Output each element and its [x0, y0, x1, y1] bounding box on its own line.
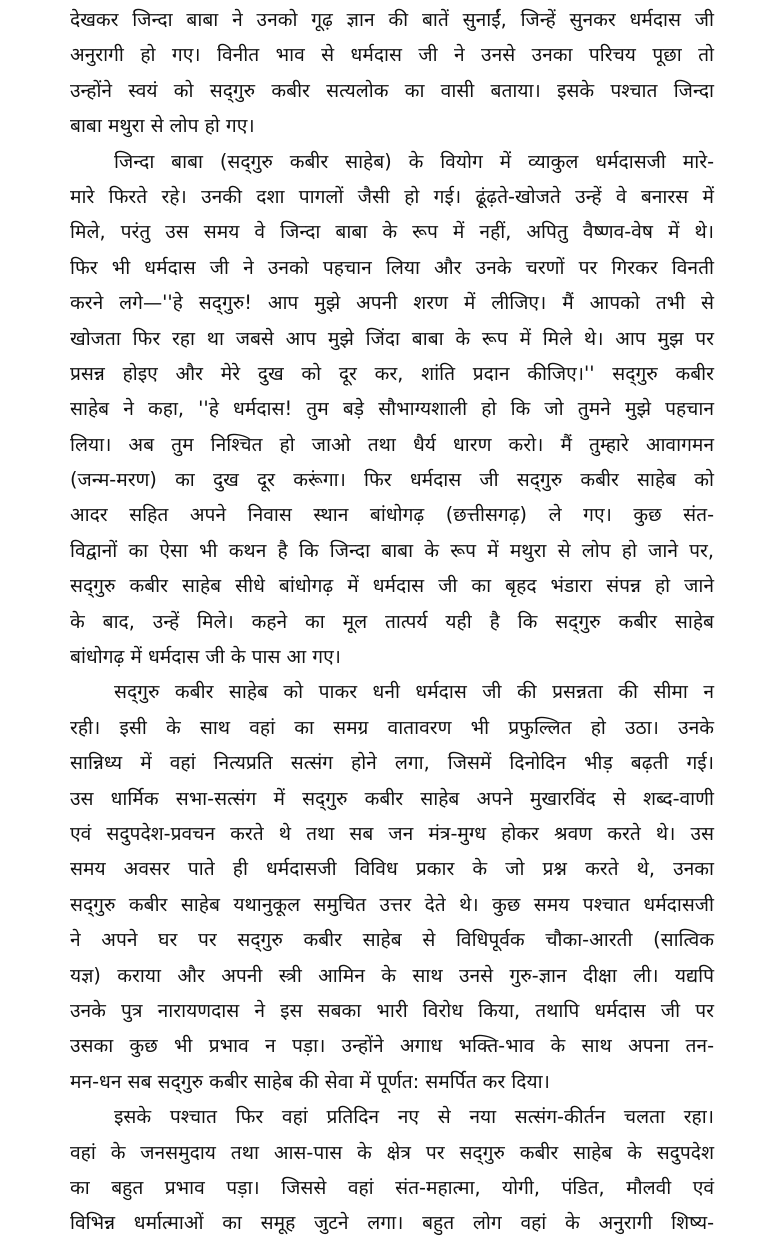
text-line: समय अवसर पाते ही धर्मदासजी विविध प्रकार के जो प्रश्न करते थे, उनका: [70, 857, 714, 881]
text-line: ने अपने घर पर सद्‌गुरु कबीर साहेब से विधिपूर्वक चौका-आरती (सात्विक: [70, 928, 714, 952]
text-line: यज्ञ) कराया और अपनी स्त्री आमिन के साथ उनसे गुरु-ज्ञान दीक्षा ली। यद्यपि: [70, 963, 714, 987]
text-line: का बहुत प्रभाव पड़ा। जिससे वहां संत-महात्मा, योगी, पंडित, मौलवी एवं: [70, 1175, 714, 1199]
text-line: मन-धन सब सद्‌गुरु कबीर साहेब की सेवा में पूर्णत: समर्पित कर दिया।: [70, 1069, 550, 1093]
text-line: बाबा मथुरा से लोप हो गए।: [70, 114, 255, 138]
text-line: (जन्म-मरण) का दुख दूर करूंगा। फिर धर्मदास जी सद्‌गुरु कबीर साहेब को: [70, 468, 714, 492]
text-line: वहां के जनसमुदाय तथा आस-पास के क्षेत्र पर सद्‌गुरु कबीर साहेब के सदुपदेश: [70, 1140, 714, 1164]
text-line: करने लगे—''हे सद्‌गुरु! आप मुझे अपनी शरण में लीजिए। मैं आपको तभी से: [70, 291, 714, 315]
text-line: फिर भी धर्मदास जी ने उनको पहचान लिया और उनके चरणों पर गिरकर विनती: [70, 255, 714, 279]
text-line: देखकर जिन्दा बाबा ने उनको गूढ़ ज्ञान की बातें सुनाईं, जिन्हें सुनकर धर्मदास जी: [70, 8, 714, 31]
text-line: उनके पुत्र नारायणदास ने इस सबका भारी विरोध किया, तथापि धर्मदास जी पर: [70, 998, 714, 1022]
text-line: खोजता फिर रहा था जबसे आप मुझे जिंदा बाबा के रूप में मिले थे। आप मुझ पर: [70, 326, 714, 350]
text-line: सद्‌गुरु कबीर साहेब को पाकर धनी धर्मदास जी की प्रसन्नता की सीमा न: [114, 680, 714, 704]
text-line: लिया। अब तुम निश्चित हो जाओ तथा धैर्य धारण करो। मैं तुम्हारे आवागमन: [70, 432, 714, 456]
text-line: उन्होंने स्वयं को सद्‌गुरु कबीर सत्यलोक का वासी बताया। इसके पश्चात जिन्दा: [70, 78, 714, 102]
text-line: मारे फिरते रहे। उनकी दशा पागलों जैसी हो गई। ढूंढ़ते-खोजते उन्हें वे बनारस में: [70, 184, 714, 208]
paragraph-1: [70, 2, 714, 144]
text-line: उसका कुछ भी प्रभाव न पड़ा। उन्होंने अगाध भक्ति-भाव के साथ अपना तन-: [70, 1034, 714, 1058]
paragraph-2: [70, 144, 714, 675]
text-line: जिन्दा बाबा (सद्‌गुरु कबीर साहेब) के वियोग में व्याकुल धर्मदासजी मारे-: [114, 149, 714, 173]
text-line: एवं सदुपदेश-प्रवचन करते थे तथा सब जन मंत्र-मुग्ध होकर श्रवण करते थे। उस: [70, 821, 714, 845]
text-line: सान्निध्य में वहां नित्यप्रति सत्संग होने लगा, जिसमें दिनोदिन भीड़ बढ़ती गई।: [70, 751, 714, 775]
text-line: मिले, परंतु उस समय वे जिन्दा बाबा के रूप में नहीं, अपितु वैष्णव-वेष में थे।: [70, 220, 714, 244]
text-line: सद्‌गुरु कबीर साहेब सीधे बांधोगढ़ में धर्मदास जी का बृहद भंडारा संपन्न हो जाने: [70, 574, 714, 598]
text-line: रही। इसी के साथ वहां का समग्र वातावरण भी प्रफुल्लित हो उठा। उनके: [70, 715, 714, 739]
text-line: के बाद, उन्हें मिले। कहने का मूल तात्पर्य यही है कि सद्‌गुरु कबीर साहेब: [70, 609, 714, 633]
text-line: उस धार्मिक सभा-सत्संग में सद्‌गुरु कबीर साहेब अपने मुखारविंद से शब्द-वाणी: [70, 786, 714, 810]
text-line: इसके पश्चात फिर वहां प्रतिदिन नए से नया सत्संग-कीर्तन चलता रहा।: [114, 1105, 714, 1129]
text-line: विभिन्न धर्मात्माओं का समूह जुटने लगा। बहुत लोग वहां के अनुरागी शिष्य-: [70, 1211, 714, 1235]
paragraph-4: [70, 1099, 714, 1241]
text-line: अनुरागी हो गए। विनीत भाव से धर्मदास जी ने उनसे उनका परिचय पूछा तो: [70, 43, 714, 67]
text-line: सद्‌गुरु कबीर साहेब यथानुकूल समुचित उत्तर देते थे। कुछ समय पश्चात धर्मदासजी: [70, 892, 714, 916]
text-line: साहेब ने कहा, ''हे धर्मदास! तुम बड़े सौभाग्यशाली हो कि जो तुमने मुझे पहचान: [70, 397, 714, 421]
text-line: आदर सहित अपने निवास स्थान बांधोगढ़ (छत्तीसगढ़) ले गए। कुछ संत-: [70, 503, 714, 527]
text-line: बांधोगढ़ में धर्मदास जी के पास आ गए।: [70, 645, 341, 669]
text-line: विद्वानों का ऐसा भी कथन है कि जिन्दा बाबा के रूप में मथुरा से लोप हो जाने पर,: [70, 538, 714, 562]
text-line: प्रसन्न होइए और मेरे दुख को दूर कर, शांति प्रदान कीजिए।'' सद्‌गुरु कबीर: [70, 361, 714, 385]
paragraph-3: [70, 674, 714, 1099]
